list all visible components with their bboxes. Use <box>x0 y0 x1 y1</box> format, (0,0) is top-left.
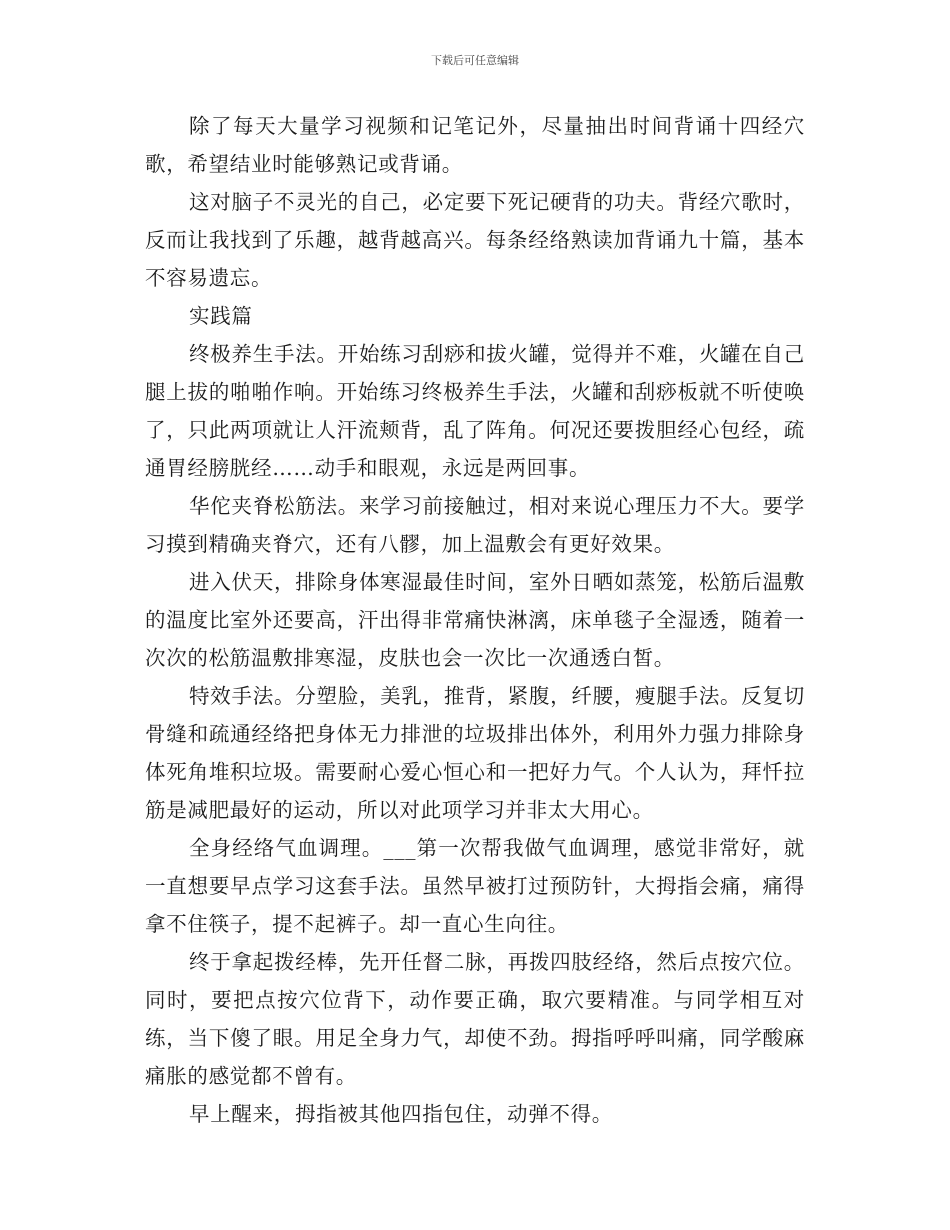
paragraph-rote-memorization: 这对脑子不灵光的自己，必定要下死记硬背的功夫。背经穴歌时，反而让我找到了乐趣，越背越高兴。每条经络熟读加背诵九十篇，基本不容易遗忘。 <box>145 190 805 290</box>
paragraph-dog-days-dampness: 进入伏天，排除身体寒湿最佳时间，室外日晒如蒸笼，松筋后温敷的温度比室外还要高，汗出得非常痛快淋漓，床单毯子全湿透，随着一次次的松筋温敷排寒湿，皮肤也会一次比一次通透白皙。 <box>145 570 805 670</box>
paragraph-special-techniques: 特效手法。分塑脸，美乳，推背，紧腹，纤腰，瘦腿手法。反复切骨缝和疏通经络把身体无力排泄的垃圾排出体外，利用外力强力排除身体死角堆积垃圾。需要耐心爱心恒心和一把好力气。个人认为，拜忏拉筋是减肥最好的运动，所以对此项学习并非太大用心。 <box>145 684 805 822</box>
page-header-note: 下载后可任意编辑 <box>431 54 519 67</box>
paragraph-meridian-qi-blood: 全身经络气血调理。___第一次帮我做气血调理，感觉非常好，就一直想要早点学习这套手法。虽然早被打过预防针，大拇指会痛，痛得拿不住筷子，提不起裤子。却一直心生向往。 <box>145 836 805 936</box>
paragraph-huatuo-spine-technique: 华佗夹脊松筋法。来学习前接触过，相对来说心理压力不大。要学习摸到精确夹脊穴，还有八髎，加上温敷会有更好效果。 <box>145 494 805 556</box>
paragraph-morning-thumb: 早上醒来，拇指被其他四指包住，动弹不得。 <box>189 1102 613 1126</box>
paragraph-ultimate-wellness-technique: 终极养生手法。开始练习刮痧和拔火罐，觉得并不难，火罐在自己腿上拔的啪啪作响。开始练习终极养生手法，火罐和刮痧板就不听使唤了，只此两项就让人汗流颊背，乱了阵角。何况还要拨胆经心包经，疏通胃经膀胱经……动手和眼观，永远是两回事。 <box>145 342 805 480</box>
document-body <box>145 107 805 1133</box>
paragraph-meridian-stick: 终于拿起拨经棒，先开任督二脉，再拨四肢经络，然后点按穴位。同时，要把点按穴位背下，动作要正确，取穴要精准。与同学相互对练，当下傻了眼。用足全身力气，却使不劲。拇指呼呼叫痛，同学酸麻痛胀的感觉都不曾有。 <box>145 950 805 1088</box>
section-heading-practice: 实践篇 <box>189 304 253 328</box>
paragraph-memorize-acupoint-songs: 除了每天大量学习视频和记笔记外，尽量抽出时间背诵十四经穴歌，希望结业时能够熟记或背诵。 <box>145 114 805 176</box>
